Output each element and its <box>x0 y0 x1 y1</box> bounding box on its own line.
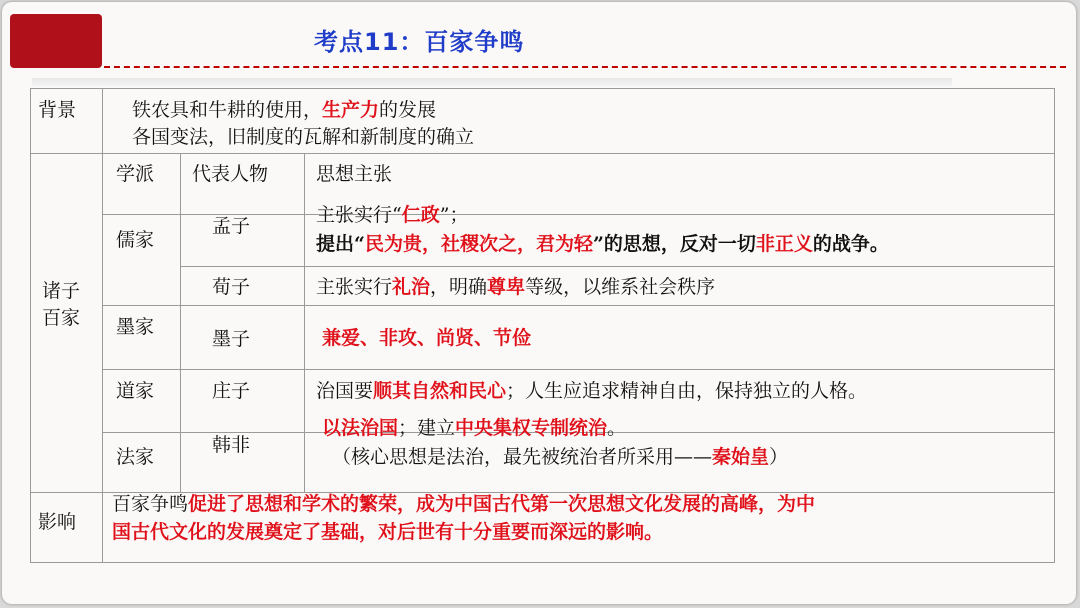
person-zhuangzi: 庄子 <box>212 380 251 402</box>
highlight-text: 顺其自然和民心 <box>373 380 507 402</box>
text-run: 等级，以维系社会秩序 <box>525 276 716 298</box>
text-run: 的发展 <box>379 99 437 121</box>
background-label: 背景 <box>38 99 77 121</box>
person-hanfei: 韩非 <box>212 434 251 456</box>
text-run: ；人生应追求精神自由，保持独立的人格。 <box>506 380 868 402</box>
grid-line <box>30 88 1054 89</box>
legalist-idea-line-1 <box>322 416 626 440</box>
impact-line-1 <box>112 492 815 516</box>
highlight-text: 秦始皇 <box>712 446 770 468</box>
person-mozi: 墨子 <box>212 328 251 350</box>
grid-line <box>102 369 1054 370</box>
person-xunzi: 荀子 <box>212 276 251 298</box>
page-title: 考点11：百家争鸣 <box>314 28 525 56</box>
xunzi-idea <box>316 275 715 299</box>
header-idea: 思想主张 <box>316 163 393 185</box>
school-mohist: 墨家 <box>116 316 155 338</box>
grid-line <box>102 305 1054 306</box>
grid-line <box>304 153 305 492</box>
grid-line <box>102 88 103 563</box>
school-legalist: 法家 <box>116 446 155 468</box>
table-top-shade <box>32 78 952 86</box>
text-run: （核心思想是法治，最先被统治者所采用—— <box>332 446 713 468</box>
text-run: 治国要 <box>316 380 374 402</box>
grid-line <box>30 153 1054 154</box>
slide <box>2 2 1076 604</box>
header-person: 代表人物 <box>192 163 269 185</box>
text-run: 主张实行“ <box>316 204 402 226</box>
impact-line-2: 国古代文化的发展奠定了基础，对后世有十分重要而深远的影响。 <box>112 521 664 543</box>
highlight-text: 礼治 <box>392 276 431 298</box>
highlight-text: 民为贵，社稷次之，君为轻 <box>364 233 593 255</box>
mohist-idea: 兼爱、非攻、尚贤、节俭 <box>322 327 532 349</box>
text-run: ”； <box>439 204 469 226</box>
daoist-idea <box>316 379 867 403</box>
legalist-idea-line-2 <box>332 445 788 469</box>
person-mengzi: 孟子 <box>212 215 251 237</box>
header-school: 学派 <box>116 163 155 185</box>
highlight-text: 以法治国 <box>322 417 399 439</box>
text-run: 主张实行 <box>316 276 393 298</box>
highlight-text: 仁政 <box>401 204 440 226</box>
background-line-1 <box>132 98 436 122</box>
schools-label-line-1: 诸子 <box>42 280 81 302</box>
highlight-text: 生产力 <box>322 99 380 121</box>
text-run: 铁农具和牛耕的使用， <box>132 99 323 121</box>
highlight-text: 尊卑 <box>487 276 526 298</box>
mengzi-idea-line-1 <box>316 203 468 227</box>
impact-label: 影响 <box>38 511 77 533</box>
school-daoist: 道家 <box>116 380 155 402</box>
text-run: ） <box>769 446 789 468</box>
grid-line <box>30 88 31 563</box>
highlight-text: 非正义 <box>755 233 813 255</box>
mengzi-idea-line-2 <box>316 232 889 256</box>
text-run: 。 <box>607 417 627 439</box>
text-run: 提出“ <box>316 233 365 255</box>
grid-line <box>1054 88 1055 563</box>
grid-line <box>180 153 181 492</box>
title-accent-block <box>10 14 102 68</box>
highlight-text: 中央集权专制统治 <box>455 417 608 439</box>
text-run: 百家争鸣 <box>112 493 189 515</box>
text-run: ，明确 <box>430 276 488 298</box>
highlight-text: 促进了思想和学术的繁荣，成为中国古代第一次思想文化发展的高峰，为中 <box>188 493 816 515</box>
grid-line <box>180 266 1054 267</box>
school-confucian: 儒家 <box>116 229 155 251</box>
text-run: ”的思想，反对一切 <box>592 233 756 255</box>
title-divider <box>104 66 1066 68</box>
background-line-2: 各国变法，旧制度的瓦解和新制度的确立 <box>132 126 475 148</box>
text-run: ；建立 <box>398 417 456 439</box>
text-run: 的战争。 <box>812 233 889 255</box>
grid-line <box>30 562 1054 563</box>
schools-label-line-2: 百家 <box>42 307 81 329</box>
